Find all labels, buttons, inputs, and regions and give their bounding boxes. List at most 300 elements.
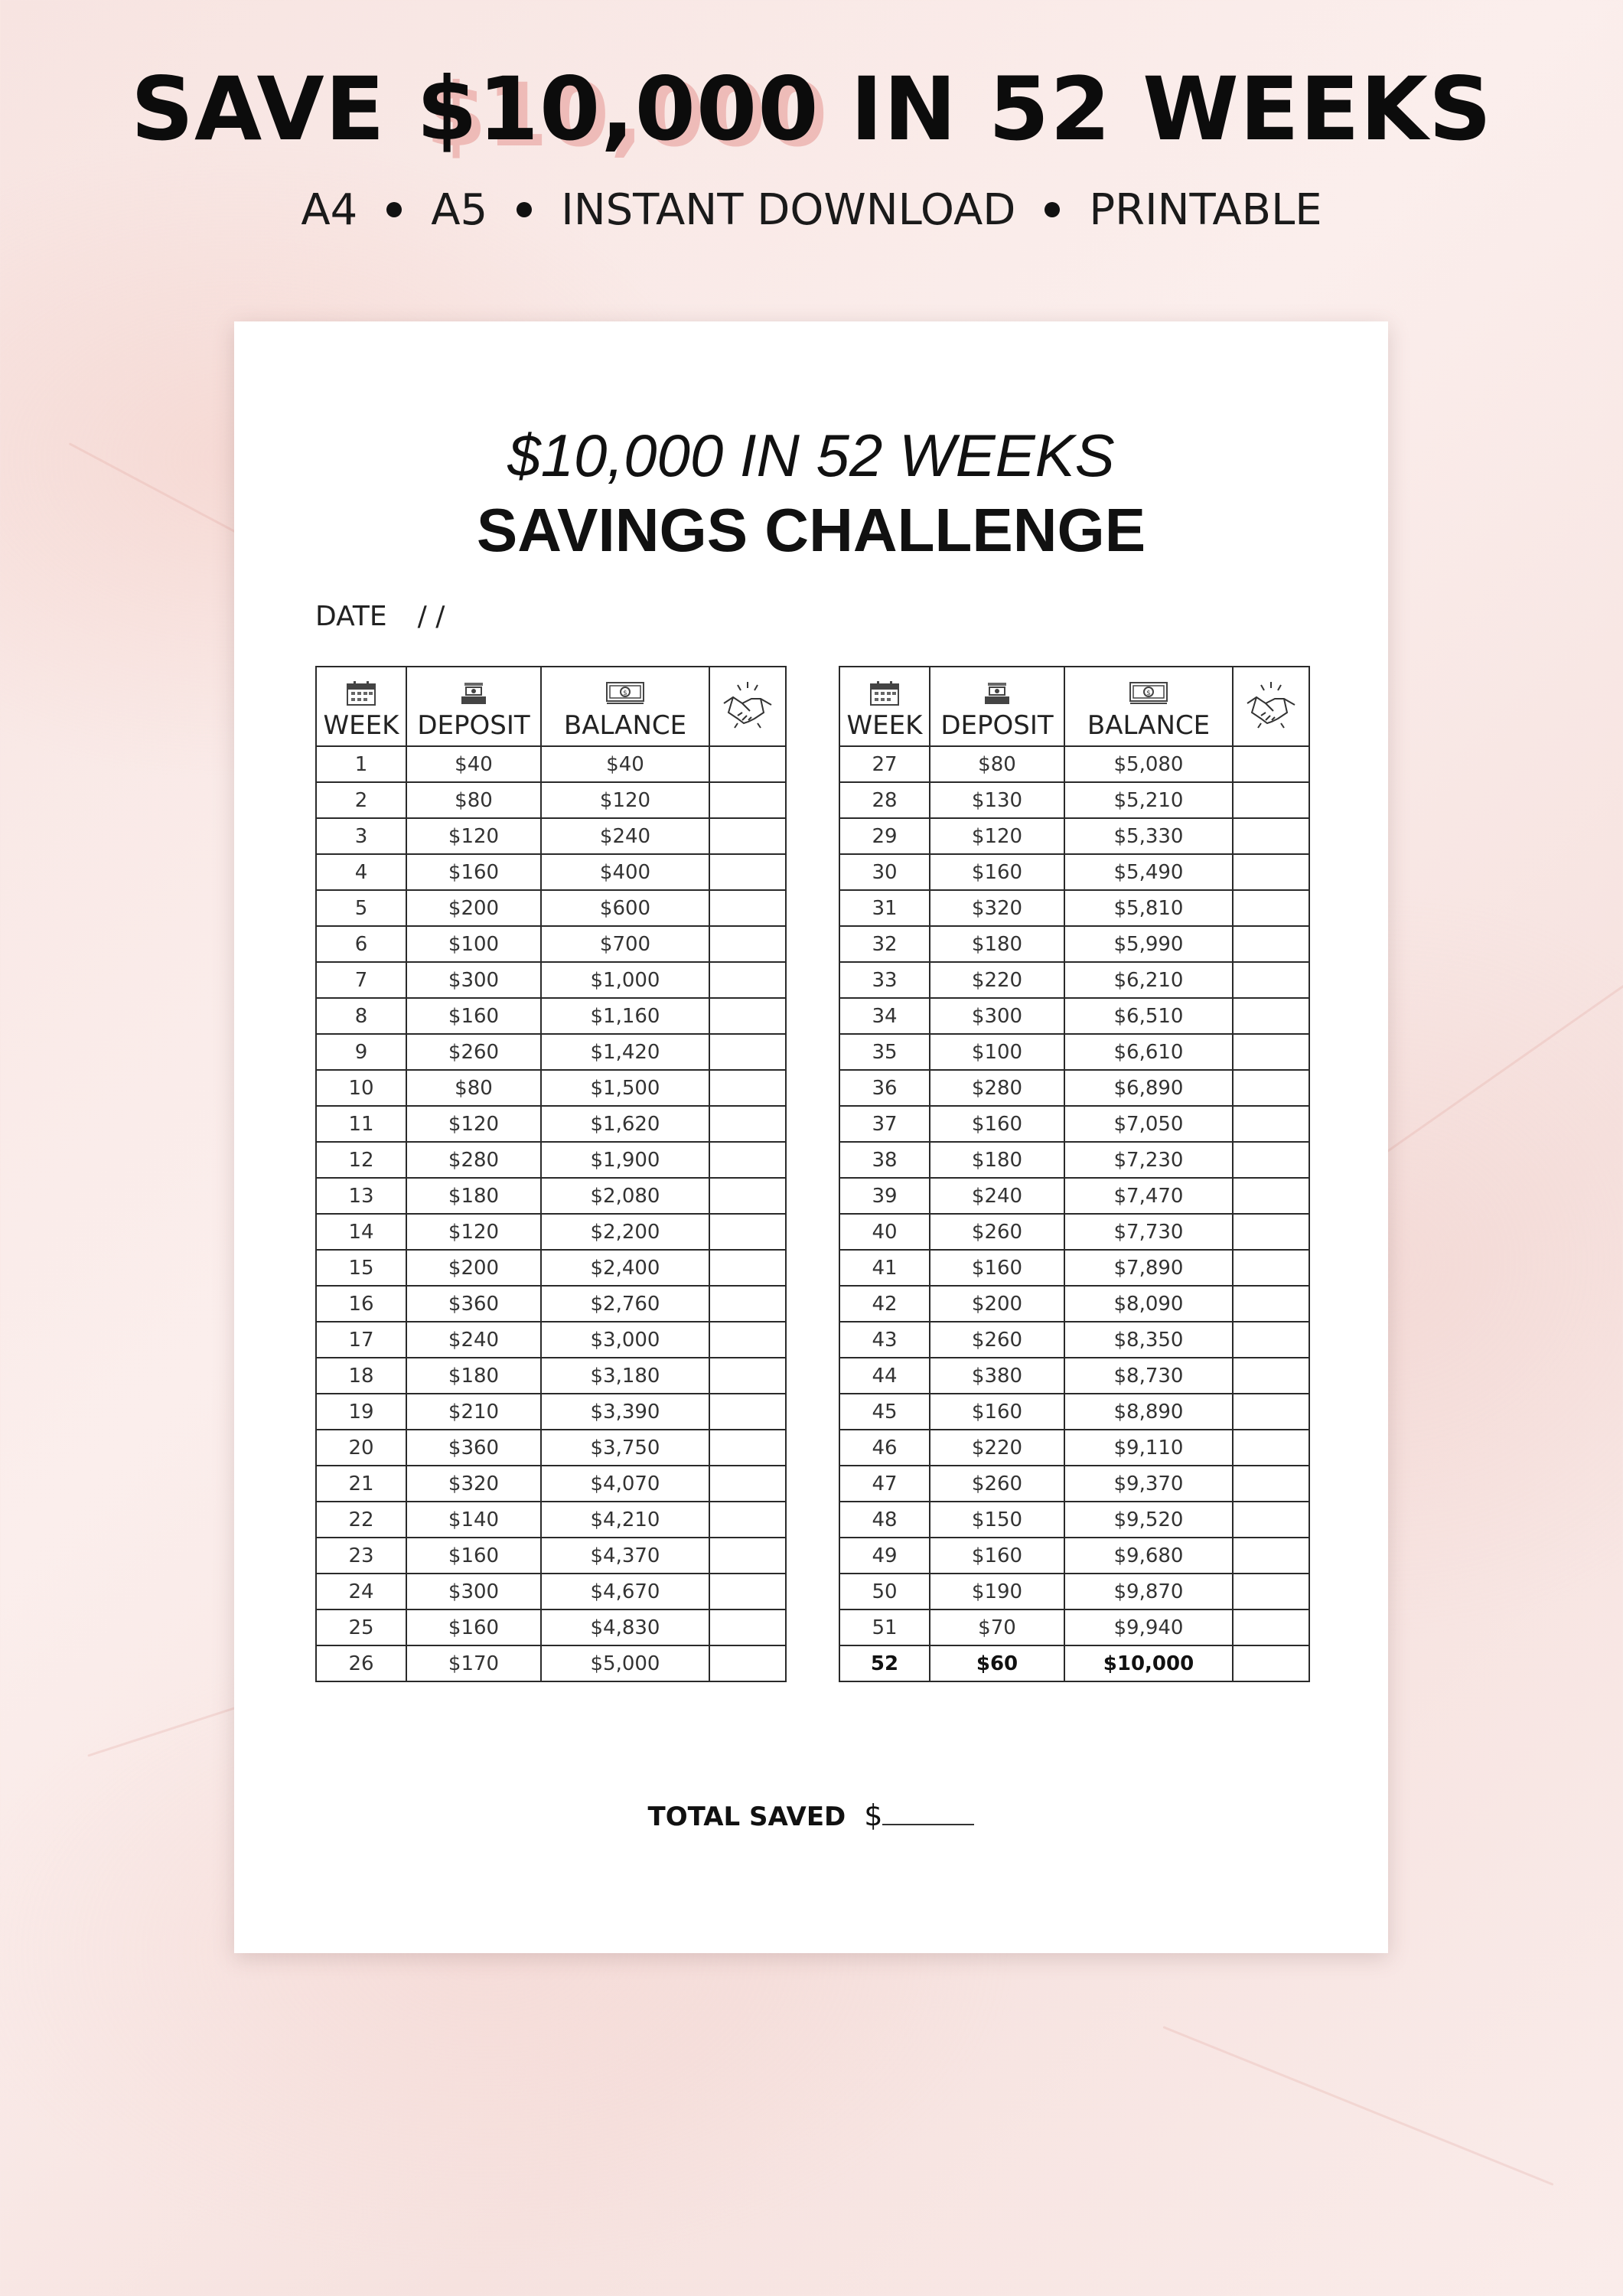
checkoff-cell[interactable] bbox=[709, 962, 786, 998]
balance-cell: $3,750 bbox=[541, 1430, 709, 1466]
balance-cell: $7,890 bbox=[1064, 1250, 1233, 1286]
bullet-dot bbox=[1045, 202, 1060, 217]
format-a4: A4 bbox=[301, 185, 358, 235]
deposit-cell: $80 bbox=[930, 746, 1064, 782]
checkoff-cell[interactable] bbox=[709, 782, 786, 818]
balance-cell: $4,210 bbox=[541, 1502, 709, 1538]
balance-cell: $1,160 bbox=[541, 998, 709, 1034]
table-row bbox=[316, 1502, 786, 1538]
table-row bbox=[316, 1574, 786, 1609]
week-cell: 21 bbox=[316, 1466, 406, 1502]
deposit-cell: $100 bbox=[406, 926, 541, 962]
balance-cell: $1,420 bbox=[541, 1034, 709, 1070]
week-cell: 40 bbox=[839, 1214, 930, 1250]
calendar-icon bbox=[345, 680, 377, 707]
balance-header-label: BALANCE bbox=[563, 710, 687, 741]
deposit-cell: $160 bbox=[930, 854, 1064, 890]
table-row bbox=[839, 854, 1309, 890]
format-list bbox=[0, 180, 1623, 241]
checkoff-cell[interactable] bbox=[1233, 1645, 1309, 1681]
deposit-cell: $80 bbox=[406, 1070, 541, 1106]
table-row bbox=[316, 1394, 786, 1430]
week-cell: 12 bbox=[316, 1142, 406, 1178]
table-row bbox=[316, 1142, 786, 1178]
balance-header-label: BALANCE bbox=[1087, 710, 1211, 741]
table-row bbox=[839, 998, 1309, 1034]
week-cell: 10 bbox=[316, 1070, 406, 1106]
deposit-cell: $70 bbox=[930, 1609, 1064, 1645]
week-cell: 3 bbox=[316, 818, 406, 854]
deposit-cell: $300 bbox=[930, 998, 1064, 1034]
deposit-cell: $160 bbox=[406, 1609, 541, 1645]
checkoff-cell[interactable] bbox=[1233, 1502, 1309, 1538]
week-cell: 24 bbox=[316, 1574, 406, 1609]
balance-cell: $3,000 bbox=[541, 1322, 709, 1358]
table-row bbox=[316, 1178, 786, 1214]
checkoff-cell[interactable] bbox=[1233, 962, 1309, 998]
checkoff-cell[interactable] bbox=[709, 1178, 786, 1214]
week-cell: 5 bbox=[316, 890, 406, 926]
date-field[interactable] bbox=[315, 601, 445, 632]
deposit-cell: $300 bbox=[406, 1574, 541, 1609]
table-row bbox=[839, 818, 1309, 854]
balance-cell: $9,110 bbox=[1064, 1430, 1233, 1466]
table-row bbox=[316, 1430, 786, 1466]
balance-cell: $9,370 bbox=[1064, 1466, 1233, 1502]
balance-cell: $9,870 bbox=[1064, 1574, 1233, 1609]
checkoff-cell[interactable] bbox=[709, 1214, 786, 1250]
balance-cell: $6,210 bbox=[1064, 962, 1233, 998]
week-cell: 36 bbox=[839, 1070, 930, 1106]
checkoff-cell[interactable] bbox=[1233, 1538, 1309, 1574]
checkoff-cell[interactable] bbox=[709, 1250, 786, 1286]
week-cell: 17 bbox=[316, 1322, 406, 1358]
balance-cell: $120 bbox=[541, 782, 709, 818]
headline-amount: $10,000 bbox=[416, 58, 820, 160]
week-cell: 8 bbox=[316, 998, 406, 1034]
deposit-cell: $220 bbox=[930, 1430, 1064, 1466]
deposit-cell: $360 bbox=[406, 1430, 541, 1466]
checkoff-cell[interactable] bbox=[1233, 1214, 1309, 1250]
table-row bbox=[316, 1645, 786, 1681]
week-header-label: WEEK bbox=[323, 710, 399, 741]
week-cell: 42 bbox=[839, 1286, 930, 1322]
format-printable: PRINTABLE bbox=[1089, 185, 1322, 235]
checkoff-cell[interactable] bbox=[709, 1466, 786, 1502]
balance-cell: $2,080 bbox=[541, 1178, 709, 1214]
checkoff-cell[interactable] bbox=[709, 1430, 786, 1466]
table-row bbox=[839, 1645, 1309, 1681]
checkoff-cell[interactable] bbox=[1233, 1178, 1309, 1214]
total-saved-label: TOTAL SAVED bbox=[647, 1802, 846, 1832]
balance-cell: $9,520 bbox=[1064, 1502, 1233, 1538]
deposit-cell: $260 bbox=[930, 1214, 1064, 1250]
checkoff-cell[interactable] bbox=[709, 1574, 786, 1609]
svg-text:$: $ bbox=[623, 690, 627, 697]
checkoff-cell[interactable] bbox=[709, 1142, 786, 1178]
total-saved-blank[interactable] bbox=[882, 1801, 974, 1825]
table-row bbox=[839, 1250, 1309, 1286]
handshake-icon bbox=[721, 680, 774, 729]
deposit-cell: $170 bbox=[406, 1645, 541, 1681]
balance-cell: $5,810 bbox=[1064, 890, 1233, 926]
format-instant-download: INSTANT DOWNLOAD bbox=[561, 185, 1016, 235]
deposit-cell: $120 bbox=[406, 1214, 541, 1250]
table-row bbox=[316, 1286, 786, 1322]
deposit-cell: $220 bbox=[930, 962, 1064, 998]
deposit-cell: $260 bbox=[930, 1322, 1064, 1358]
deposit-cell: $210 bbox=[406, 1394, 541, 1430]
week-cell: 46 bbox=[839, 1430, 930, 1466]
week-cell: 48 bbox=[839, 1502, 930, 1538]
week-cell: 50 bbox=[839, 1574, 930, 1609]
balance-cell: $5,000 bbox=[541, 1645, 709, 1681]
balance-cell: $7,470 bbox=[1064, 1178, 1233, 1214]
deposit-cell: $160 bbox=[406, 1538, 541, 1574]
table-row bbox=[316, 962, 786, 998]
balance-cell: $5,210 bbox=[1064, 782, 1233, 818]
deposit-header-label: DEPOSIT bbox=[940, 710, 1054, 741]
week-cell: 31 bbox=[839, 890, 930, 926]
table-row bbox=[839, 1070, 1309, 1106]
table-row bbox=[316, 890, 786, 926]
checkoff-cell[interactable] bbox=[1233, 1034, 1309, 1070]
week-cell: 37 bbox=[839, 1106, 930, 1142]
deposit-cell: $60 bbox=[930, 1645, 1064, 1681]
checkoff-cell[interactable] bbox=[1233, 1070, 1309, 1106]
table-row bbox=[316, 1609, 786, 1645]
week-column-header bbox=[316, 667, 406, 746]
deposit-cell: $180 bbox=[930, 926, 1064, 962]
week-cell: 45 bbox=[839, 1394, 930, 1430]
balance-cell: $5,490 bbox=[1064, 854, 1233, 890]
deposit-cell: $260 bbox=[406, 1034, 541, 1070]
deposit-cell: $380 bbox=[930, 1358, 1064, 1394]
check-column-header bbox=[1233, 667, 1309, 746]
week-header-label: WEEK bbox=[846, 710, 923, 741]
checkoff-cell[interactable] bbox=[1233, 890, 1309, 926]
checkoff-cell[interactable] bbox=[1233, 746, 1309, 782]
week-cell: 11 bbox=[316, 1106, 406, 1142]
cash-deposit-icon bbox=[980, 680, 1014, 707]
table-header-row bbox=[839, 667, 1309, 746]
table-row bbox=[316, 782, 786, 818]
balance-cell: $1,500 bbox=[541, 1070, 709, 1106]
week-cell: 47 bbox=[839, 1466, 930, 1502]
table-row bbox=[839, 1214, 1309, 1250]
week-cell: 43 bbox=[839, 1322, 930, 1358]
deposit-cell: $160 bbox=[930, 1538, 1064, 1574]
table-row bbox=[839, 1106, 1309, 1142]
week-cell: 29 bbox=[839, 818, 930, 854]
calendar-icon bbox=[869, 680, 901, 707]
balance-cell: $40 bbox=[541, 746, 709, 782]
week-cell: 6 bbox=[316, 926, 406, 962]
balance-cell: $8,350 bbox=[1064, 1322, 1233, 1358]
checkoff-cell[interactable] bbox=[1233, 782, 1309, 818]
deposit-cell: $160 bbox=[930, 1106, 1064, 1142]
week-cell: 28 bbox=[839, 782, 930, 818]
balance-cell: $10,000 bbox=[1064, 1645, 1233, 1681]
deposit-cell: $100 bbox=[930, 1034, 1064, 1070]
week-cell: 38 bbox=[839, 1142, 930, 1178]
table-header-row bbox=[316, 667, 786, 746]
week-column-header bbox=[839, 667, 930, 746]
format-a5: A5 bbox=[431, 185, 488, 235]
checkoff-cell[interactable] bbox=[709, 1609, 786, 1645]
sheet-subtitle: SAVINGS CHALLENGE bbox=[476, 496, 1146, 564]
week-cell: 52 bbox=[839, 1645, 930, 1681]
week-cell: 7 bbox=[316, 962, 406, 998]
checkoff-cell[interactable] bbox=[1233, 1106, 1309, 1142]
headline-pre: SAVE bbox=[130, 58, 417, 160]
balance-cell: $7,730 bbox=[1064, 1214, 1233, 1250]
deposit-cell: $240 bbox=[930, 1178, 1064, 1214]
balance-cell: $8,890 bbox=[1064, 1394, 1233, 1430]
balance-cell: $7,050 bbox=[1064, 1106, 1233, 1142]
checkoff-cell[interactable] bbox=[709, 1502, 786, 1538]
balance-cell: $1,000 bbox=[541, 962, 709, 998]
checkoff-cell[interactable] bbox=[709, 1322, 786, 1358]
deposit-cell: $180 bbox=[406, 1358, 541, 1394]
table-row bbox=[316, 1538, 786, 1574]
deposit-cell: $180 bbox=[930, 1142, 1064, 1178]
cash-deposit-icon bbox=[457, 680, 490, 707]
balance-cell: $4,070 bbox=[541, 1466, 709, 1502]
balance-cell: $9,680 bbox=[1064, 1538, 1233, 1574]
balance-cell: $5,080 bbox=[1064, 746, 1233, 782]
deposit-cell: $200 bbox=[406, 1250, 541, 1286]
deposit-cell: $260 bbox=[930, 1466, 1064, 1502]
date-separators: / / bbox=[417, 601, 445, 632]
table-row bbox=[839, 1358, 1309, 1394]
balance-column-header bbox=[1064, 667, 1233, 746]
week-cell: 1 bbox=[316, 746, 406, 782]
checkoff-cell[interactable] bbox=[709, 1645, 786, 1681]
week-cell: 27 bbox=[839, 746, 930, 782]
deposit-cell: $280 bbox=[406, 1142, 541, 1178]
headline-post: IN 52 WEEKS bbox=[819, 58, 1493, 160]
deposit-cell: $160 bbox=[930, 1250, 1064, 1286]
checkoff-cell[interactable] bbox=[709, 854, 786, 890]
balance-cell: $3,180 bbox=[541, 1358, 709, 1394]
checkoff-cell[interactable] bbox=[709, 890, 786, 926]
balance-column-header bbox=[541, 667, 709, 746]
table-row bbox=[839, 926, 1309, 962]
checkoff-cell[interactable] bbox=[709, 818, 786, 854]
balance-cell: $4,830 bbox=[541, 1609, 709, 1645]
checkoff-cell[interactable] bbox=[709, 746, 786, 782]
savings-table-weeks-27-52 bbox=[839, 666, 1310, 1682]
week-cell: 39 bbox=[839, 1178, 930, 1214]
table-row bbox=[316, 1070, 786, 1106]
table-row bbox=[839, 1394, 1309, 1430]
week-cell: 2 bbox=[316, 782, 406, 818]
balance-cell: $6,510 bbox=[1064, 998, 1233, 1034]
deposit-cell: $120 bbox=[406, 1106, 541, 1142]
table-row bbox=[316, 1358, 786, 1394]
table-row bbox=[839, 1286, 1309, 1322]
table-row bbox=[316, 998, 786, 1034]
checkoff-cell[interactable] bbox=[1233, 1142, 1309, 1178]
deposit-cell: $160 bbox=[406, 998, 541, 1034]
sheet-title: $10,000 IN 52 WEEKS bbox=[507, 422, 1115, 489]
deposit-column-header bbox=[406, 667, 541, 746]
table-row bbox=[316, 1034, 786, 1070]
table-row bbox=[316, 1214, 786, 1250]
balance-cell: $1,900 bbox=[541, 1142, 709, 1178]
week-cell: 14 bbox=[316, 1214, 406, 1250]
table-row bbox=[316, 1466, 786, 1502]
deposit-column-header bbox=[930, 667, 1064, 746]
handshake-icon bbox=[1244, 680, 1298, 729]
checkoff-cell[interactable] bbox=[709, 1394, 786, 1430]
week-cell: 20 bbox=[316, 1430, 406, 1466]
week-cell: 44 bbox=[839, 1358, 930, 1394]
balance-cell: $3,390 bbox=[541, 1394, 709, 1430]
checkoff-cell[interactable] bbox=[709, 1358, 786, 1394]
balance-cell: $8,090 bbox=[1064, 1286, 1233, 1322]
total-currency: $ bbox=[864, 1799, 883, 1832]
week-cell: 9 bbox=[316, 1034, 406, 1070]
week-cell: 51 bbox=[839, 1609, 930, 1645]
week-cell: 34 bbox=[839, 998, 930, 1034]
table-row bbox=[839, 1142, 1309, 1178]
checkoff-cell[interactable] bbox=[1233, 926, 1309, 962]
deposit-cell: $140 bbox=[406, 1502, 541, 1538]
balance-cell: $5,990 bbox=[1064, 926, 1233, 962]
table-row bbox=[839, 782, 1309, 818]
deposit-header-label: DEPOSIT bbox=[417, 710, 530, 741]
checkoff-cell[interactable] bbox=[709, 998, 786, 1034]
checkoff-cell[interactable] bbox=[1233, 1430, 1309, 1466]
deposit-cell: $200 bbox=[930, 1286, 1064, 1322]
balance-cell: $4,370 bbox=[541, 1538, 709, 1574]
checkoff-cell[interactable] bbox=[1233, 1358, 1309, 1394]
checkoff-cell[interactable] bbox=[1233, 1574, 1309, 1609]
checkoff-cell[interactable] bbox=[1233, 1466, 1309, 1502]
week-cell: 15 bbox=[316, 1250, 406, 1286]
bullet-dot bbox=[517, 202, 532, 217]
week-cell: 16 bbox=[316, 1286, 406, 1322]
week-cell: 4 bbox=[316, 854, 406, 890]
table-row bbox=[839, 962, 1309, 998]
table-row bbox=[839, 1178, 1309, 1214]
deposit-cell: $120 bbox=[930, 818, 1064, 854]
balance-cell: $700 bbox=[541, 926, 709, 962]
table-row bbox=[316, 926, 786, 962]
deposit-cell: $360 bbox=[406, 1286, 541, 1322]
table-row bbox=[839, 890, 1309, 926]
deposit-cell: $190 bbox=[930, 1574, 1064, 1609]
table-row bbox=[839, 1609, 1309, 1645]
deposit-cell: $150 bbox=[930, 1502, 1064, 1538]
table-row bbox=[839, 1502, 1309, 1538]
week-cell: 22 bbox=[316, 1502, 406, 1538]
balance-cell: $1,620 bbox=[541, 1106, 709, 1142]
table-row bbox=[316, 1250, 786, 1286]
checkoff-cell[interactable] bbox=[709, 1286, 786, 1322]
balance-cell: $4,670 bbox=[541, 1574, 709, 1609]
week-cell: 30 bbox=[839, 854, 930, 890]
week-cell: 13 bbox=[316, 1178, 406, 1214]
balance-cell: $400 bbox=[541, 854, 709, 890]
checkoff-cell[interactable] bbox=[1233, 1286, 1309, 1322]
balance-cell: $2,400 bbox=[541, 1250, 709, 1286]
banner-headline bbox=[0, 52, 1623, 167]
checkoff-cell[interactable] bbox=[1233, 1250, 1309, 1286]
printable-sheet bbox=[234, 321, 1388, 1953]
week-cell: 26 bbox=[316, 1645, 406, 1681]
week-cell: 18 bbox=[316, 1358, 406, 1394]
balance-cell: $9,940 bbox=[1064, 1609, 1233, 1645]
checkoff-cell[interactable] bbox=[709, 1106, 786, 1142]
week-cell: 33 bbox=[839, 962, 930, 998]
week-cell: 19 bbox=[316, 1394, 406, 1430]
week-cell: 49 bbox=[839, 1538, 930, 1574]
deposit-cell: $300 bbox=[406, 962, 541, 998]
deposit-cell: $320 bbox=[406, 1466, 541, 1502]
deposit-cell: $130 bbox=[930, 782, 1064, 818]
svg-text:$: $ bbox=[1146, 690, 1151, 697]
deposit-cell: $120 bbox=[406, 818, 541, 854]
table-row bbox=[839, 1466, 1309, 1502]
deposit-cell: $280 bbox=[930, 1070, 1064, 1106]
table-row bbox=[316, 854, 786, 890]
banknote-icon bbox=[1126, 680, 1172, 707]
table-row bbox=[316, 818, 786, 854]
balance-cell: $6,610 bbox=[1064, 1034, 1233, 1070]
checkoff-cell[interactable] bbox=[709, 926, 786, 962]
checkoff-cell[interactable] bbox=[1233, 1322, 1309, 1358]
checkoff-cell[interactable] bbox=[709, 1070, 786, 1106]
banknote-icon bbox=[602, 680, 648, 707]
total-saved-row bbox=[234, 1799, 1388, 1832]
week-cell: 35 bbox=[839, 1034, 930, 1070]
table-row bbox=[316, 746, 786, 782]
balance-cell: $6,890 bbox=[1064, 1070, 1233, 1106]
checkoff-cell[interactable] bbox=[1233, 998, 1309, 1034]
checkoff-cell[interactable] bbox=[709, 1034, 786, 1070]
check-column-header bbox=[709, 667, 786, 746]
checkoff-cell[interactable] bbox=[709, 1538, 786, 1574]
table-row bbox=[839, 1430, 1309, 1466]
savings-table-weeks-1-26 bbox=[315, 666, 787, 1682]
balance-cell: $8,730 bbox=[1064, 1358, 1233, 1394]
deposit-cell: $200 bbox=[406, 890, 541, 926]
checkoff-cell[interactable] bbox=[1233, 854, 1309, 890]
balance-cell: $5,330 bbox=[1064, 818, 1233, 854]
deposit-cell: $80 bbox=[406, 782, 541, 818]
week-cell: 25 bbox=[316, 1609, 406, 1645]
week-cell: 23 bbox=[316, 1538, 406, 1574]
week-cell: 41 bbox=[839, 1250, 930, 1286]
deposit-cell: $40 bbox=[406, 746, 541, 782]
bullet-dot bbox=[386, 202, 402, 217]
checkoff-cell[interactable] bbox=[1233, 1609, 1309, 1645]
balance-cell: $7,230 bbox=[1064, 1142, 1233, 1178]
marble-vein bbox=[1367, 980, 1623, 1166]
week-cell: 32 bbox=[839, 926, 930, 962]
checkoff-cell[interactable] bbox=[1233, 1394, 1309, 1430]
table-row bbox=[316, 1106, 786, 1142]
table-row bbox=[839, 1538, 1309, 1574]
checkoff-cell[interactable] bbox=[1233, 818, 1309, 854]
table-row bbox=[839, 1034, 1309, 1070]
table-row bbox=[839, 1322, 1309, 1358]
balance-cell: $240 bbox=[541, 818, 709, 854]
table-row bbox=[316, 1322, 786, 1358]
